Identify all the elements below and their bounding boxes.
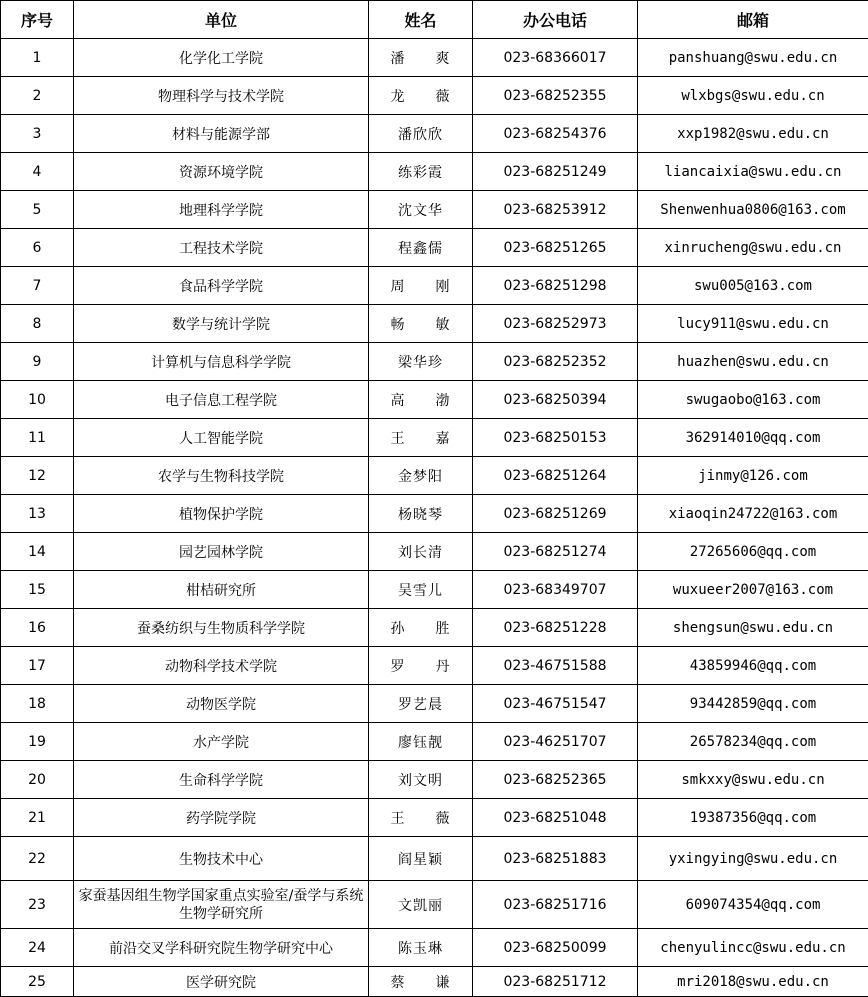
phone-cell: 023-68251716 — [473, 881, 638, 929]
name-cell: 沈文华 — [369, 191, 473, 229]
name-cell: 陈玉琳 — [369, 929, 473, 967]
table-row — [1, 495, 868, 533]
header-index: 序号 — [1, 1, 74, 39]
name-cell: 梁华珍 — [369, 343, 473, 381]
phone-cell: 023-68251883 — [473, 837, 638, 881]
phone-cell: 023-68250153 — [473, 419, 638, 457]
unit-cell: 前沿交叉学科研究院生物学研究中心 — [74, 929, 369, 967]
table-row — [1, 929, 868, 967]
phone-cell: 023-68349707 — [473, 571, 638, 609]
email-cell: mri2018@swu.edu.cn — [638, 967, 868, 997]
unit-cell: 动物科学技术学院 — [74, 647, 369, 685]
index-cell: 18 — [1, 685, 74, 723]
index-cell: 8 — [1, 305, 74, 343]
name-cell: 廖钰靓 — [369, 723, 473, 761]
index-cell: 15 — [1, 571, 74, 609]
table-row — [1, 967, 868, 997]
email-cell: jinmy@126.com — [638, 457, 868, 495]
unit-cell: 化学化工学院 — [74, 39, 369, 77]
email-cell: smkxxy@swu.edu.cn — [638, 761, 868, 799]
header-unit: 单位 — [74, 1, 369, 39]
table-row — [1, 685, 868, 723]
index-cell: 22 — [1, 837, 74, 881]
index-cell: 7 — [1, 267, 74, 305]
name-cell: 刘长清 — [369, 533, 473, 571]
table-row — [1, 799, 868, 837]
phone-cell: 023-68253912 — [473, 191, 638, 229]
table-row — [1, 153, 868, 191]
email-cell: 609074354@qq.com — [638, 881, 868, 929]
index-cell: 1 — [1, 39, 74, 77]
table-row — [1, 647, 868, 685]
table-row — [1, 267, 868, 305]
unit-cell: 家蚕基因组生物学国家重点实验室/蚕学与系统生物学研究所 — [74, 881, 369, 929]
unit-cell: 农学与生物科技学院 — [74, 457, 369, 495]
table-row — [1, 419, 868, 457]
table-row — [1, 761, 868, 799]
table-header — [1, 1, 868, 39]
email-cell: xiaoqin24722@163.com — [638, 495, 868, 533]
index-cell: 5 — [1, 191, 74, 229]
name-cell: 高 渤 — [369, 381, 473, 419]
index-cell: 3 — [1, 115, 74, 153]
name-cell: 龙 薇 — [369, 77, 473, 115]
phone-cell: 023-46251707 — [473, 723, 638, 761]
email-cell: 19387356@qq.com — [638, 799, 868, 837]
email-cell: 43859946@qq.com — [638, 647, 868, 685]
phone-cell: 023-68252973 — [473, 305, 638, 343]
phone-cell: 023-68251265 — [473, 229, 638, 267]
unit-cell: 园艺园林学院 — [74, 533, 369, 571]
unit-cell: 食品科学学院 — [74, 267, 369, 305]
table-row — [1, 191, 868, 229]
name-cell: 吴雪儿 — [369, 571, 473, 609]
unit-cell: 物理科学与技术学院 — [74, 77, 369, 115]
unit-cell: 计算机与信息科学学院 — [74, 343, 369, 381]
name-cell: 罗 丹 — [369, 647, 473, 685]
name-cell: 罗艺晨 — [369, 685, 473, 723]
phone-cell: 023-68252355 — [473, 77, 638, 115]
unit-cell: 蚕桑纺织与生物质科学学院 — [74, 609, 369, 647]
phone-cell: 023-68251264 — [473, 457, 638, 495]
name-cell: 文凯丽 — [369, 881, 473, 929]
table-row — [1, 881, 868, 929]
index-cell: 13 — [1, 495, 74, 533]
unit-cell: 数学与统计学院 — [74, 305, 369, 343]
phone-cell: 023-68251228 — [473, 609, 638, 647]
email-cell: panshuang@swu.edu.cn — [638, 39, 868, 77]
table-row — [1, 39, 868, 77]
header-name: 姓名 — [369, 1, 473, 39]
unit-cell: 柑桔研究所 — [74, 571, 369, 609]
unit-cell: 人工智能学院 — [74, 419, 369, 457]
email-cell: xinrucheng@swu.edu.cn — [638, 229, 868, 267]
email-cell: 362914010@qq.com — [638, 419, 868, 457]
index-cell: 24 — [1, 929, 74, 967]
phone-cell: 023-68251249 — [473, 153, 638, 191]
table-row — [1, 609, 868, 647]
name-cell: 杨晓琴 — [369, 495, 473, 533]
index-cell: 21 — [1, 799, 74, 837]
email-cell: xxp1982@swu.edu.cn — [638, 115, 868, 153]
unit-cell: 电子信息工程学院 — [74, 381, 369, 419]
header-phone: 办公电话 — [473, 1, 638, 39]
phone-cell: 023-68252352 — [473, 343, 638, 381]
index-cell: 23 — [1, 881, 74, 929]
unit-cell: 植物保护学院 — [74, 495, 369, 533]
phone-cell: 023-68251048 — [473, 799, 638, 837]
unit-cell: 地理科学学院 — [74, 191, 369, 229]
unit-cell: 水产学院 — [74, 723, 369, 761]
phone-cell: 023-68251269 — [473, 495, 638, 533]
index-cell: 10 — [1, 381, 74, 419]
phone-cell: 023-68366017 — [473, 39, 638, 77]
name-cell: 王 薇 — [369, 799, 473, 837]
phone-cell: 023-68251712 — [473, 967, 638, 997]
phone-cell: 023-46751588 — [473, 647, 638, 685]
name-cell: 孙 胜 — [369, 609, 473, 647]
email-cell: Shenwenhua0806@163.com — [638, 191, 868, 229]
email-cell: chenyulincc@swu.edu.cn — [638, 929, 868, 967]
index-cell: 14 — [1, 533, 74, 571]
index-cell: 20 — [1, 761, 74, 799]
unit-cell: 药学院学院 — [74, 799, 369, 837]
email-cell: 27265606@qq.com — [638, 533, 868, 571]
index-cell: 4 — [1, 153, 74, 191]
index-cell: 25 — [1, 967, 74, 997]
table-row — [1, 381, 868, 419]
table-row — [1, 305, 868, 343]
email-cell: swu005@163.com — [638, 267, 868, 305]
name-cell: 阎星颖 — [369, 837, 473, 881]
table-row — [1, 837, 868, 881]
name-cell: 潘 爽 — [369, 39, 473, 77]
table-body — [1, 39, 868, 997]
phone-cell: 023-46751547 — [473, 685, 638, 723]
email-cell: huazhen@swu.edu.cn — [638, 343, 868, 381]
email-cell: wlxbgs@swu.edu.cn — [638, 77, 868, 115]
name-cell: 王 嘉 — [369, 419, 473, 457]
index-cell: 16 — [1, 609, 74, 647]
index-cell: 12 — [1, 457, 74, 495]
email-cell: wuxueer2007@163.com — [638, 571, 868, 609]
index-cell: 11 — [1, 419, 74, 457]
name-cell: 程鑫儒 — [369, 229, 473, 267]
name-cell: 畅 敏 — [369, 305, 473, 343]
unit-cell: 动物医学院 — [74, 685, 369, 723]
email-cell: swugaobo@163.com — [638, 381, 868, 419]
index-cell: 9 — [1, 343, 74, 381]
name-cell: 潘欣欣 — [369, 115, 473, 153]
unit-cell: 资源环境学院 — [74, 153, 369, 191]
phone-cell: 023-68250394 — [473, 381, 638, 419]
email-cell: liancaixia@swu.edu.cn — [638, 153, 868, 191]
table-row — [1, 457, 868, 495]
name-cell: 周 刚 — [369, 267, 473, 305]
phone-cell: 023-68254376 — [473, 115, 638, 153]
unit-cell: 工程技术学院 — [74, 229, 369, 267]
table-row — [1, 343, 868, 381]
index-cell: 19 — [1, 723, 74, 761]
phone-cell: 023-68251298 — [473, 267, 638, 305]
email-cell: shengsun@swu.edu.cn — [638, 609, 868, 647]
table-row — [1, 77, 868, 115]
name-cell: 练彩霞 — [369, 153, 473, 191]
table-row — [1, 571, 868, 609]
header-row — [1, 1, 868, 39]
email-cell: lucy911@swu.edu.cn — [638, 305, 868, 343]
index-cell: 6 — [1, 229, 74, 267]
table-row — [1, 533, 868, 571]
email-cell: 93442859@qq.com — [638, 685, 868, 723]
table-row — [1, 229, 868, 267]
email-cell: yxingying@swu.edu.cn — [638, 837, 868, 881]
unit-cell: 医学研究院 — [74, 967, 369, 997]
unit-cell: 生命科学学院 — [74, 761, 369, 799]
name-cell: 金梦阳 — [369, 457, 473, 495]
table-row — [1, 723, 868, 761]
unit-cell: 生物技术中心 — [74, 837, 369, 881]
phone-cell: 023-68250099 — [473, 929, 638, 967]
unit-cell: 材料与能源学部 — [74, 115, 369, 153]
header-email: 邮箱 — [638, 1, 868, 39]
index-cell: 17 — [1, 647, 74, 685]
name-cell: 刘文明 — [369, 761, 473, 799]
phone-cell: 023-68252365 — [473, 761, 638, 799]
table-row — [1, 115, 868, 153]
index-cell: 2 — [1, 77, 74, 115]
email-cell: 26578234@qq.com — [638, 723, 868, 761]
phone-cell: 023-68251274 — [473, 533, 638, 571]
name-cell: 蔡 谦 — [369, 967, 473, 997]
